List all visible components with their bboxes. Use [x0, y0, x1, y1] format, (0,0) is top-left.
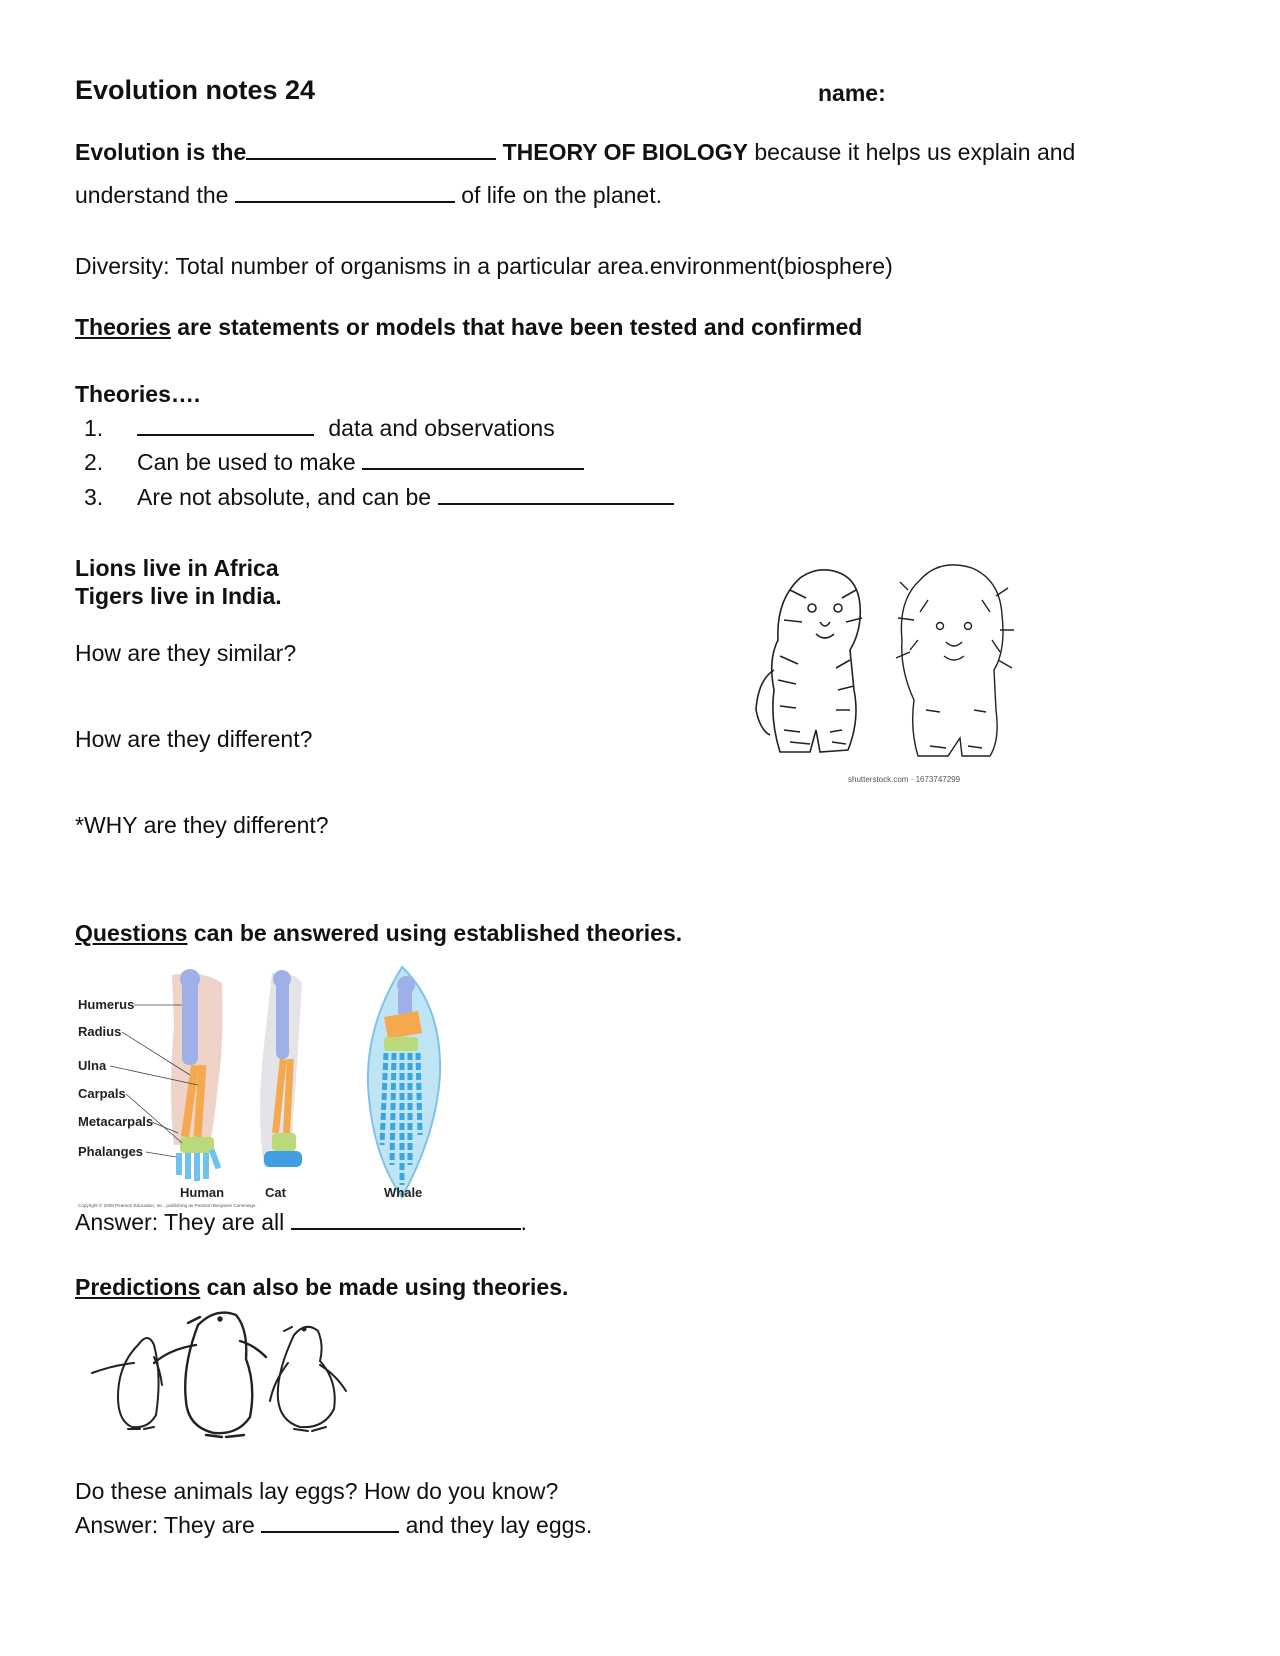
- theory-of-biology: THEORY OF BIOLOGY: [502, 139, 748, 165]
- penguin-left-drawing: [92, 1338, 162, 1429]
- similar-question: How are they similar?: [75, 640, 297, 666]
- list-item-text: Can be used to make: [137, 449, 356, 475]
- blank-field[interactable]: [438, 483, 674, 505]
- label-radius: Radius: [78, 1024, 122, 1039]
- penguins-illustration: [88, 1305, 358, 1445]
- caption-cat: Cat: [265, 1185, 286, 1200]
- predictions-term: Predictions: [75, 1274, 201, 1300]
- theories-term: Theories: [75, 314, 171, 340]
- list-item-text: Are not absolute, and can be: [137, 484, 432, 510]
- list-item: [137, 482, 674, 512]
- blank-field[interactable]: [137, 414, 314, 436]
- whale-flipper-drawing: [368, 967, 440, 1197]
- intro-line-1: [75, 137, 1075, 167]
- caption-human: Human: [180, 1185, 225, 1200]
- tiger-drawing: [756, 570, 862, 752]
- label-metacarpals: Metacarpals: [78, 1114, 154, 1129]
- penguin-right-drawing: [270, 1327, 346, 1431]
- tigers-line: Tigers live in India.: [75, 583, 282, 609]
- answer-2-tail: and they lay eggs.: [405, 1512, 593, 1538]
- theories-definition-text: are statements or models that have been tested and confirmed: [170, 314, 863, 340]
- blank-field[interactable]: [261, 1511, 399, 1533]
- answer-1-text: Answer: They are all: [75, 1209, 285, 1235]
- blank-field[interactable]: [246, 138, 496, 160]
- theories-heading: Theories….: [75, 381, 201, 407]
- intro-line-2: [75, 180, 662, 210]
- name-label: name:: [818, 80, 886, 106]
- lion-drawing: [896, 565, 1014, 756]
- homologous-limbs-figure: [72, 965, 472, 1210]
- human-arm-drawing: [171, 969, 223, 1181]
- questions-heading-text: can be answered using established theories.: [187, 920, 683, 946]
- questions-term: Questions: [75, 920, 188, 946]
- theories-definition: [75, 312, 862, 342]
- questions-heading: [75, 918, 682, 948]
- list-item: [137, 413, 555, 443]
- image-credit: shutterstock.com · 1673747299: [848, 775, 961, 784]
- different-question: How are they different?: [75, 726, 313, 752]
- diversity-definition: Diversity: Total number of organisms in a particular area.environment(biosphere): [75, 253, 893, 279]
- cat-leg-drawing: [260, 970, 302, 1167]
- blank-field[interactable]: [291, 1208, 521, 1230]
- answer-2-lead: Answer: They are: [75, 1512, 255, 1538]
- list-item: [137, 447, 584, 477]
- why-question: *WHY are they different?: [75, 812, 329, 838]
- answer-1-period: .: [520, 1209, 528, 1235]
- label-phalanges: Phalanges: [78, 1144, 144, 1159]
- penguin-middle-drawing: [154, 1313, 266, 1437]
- list-number: 3.: [84, 484, 104, 510]
- label-humerus: Humerus: [78, 997, 135, 1012]
- answer-line-2: [75, 1510, 592, 1540]
- list-number: 2.: [84, 449, 104, 475]
- blank-field[interactable]: [235, 181, 455, 203]
- page-title: Evolution notes 24: [75, 75, 316, 105]
- blank-field[interactable]: [362, 448, 584, 470]
- label-ulna: Ulna: [78, 1058, 107, 1073]
- figure-copyright: Copyright © 2008 Pearson Education, Inc., publishing as Pearson Benjamin Cummings.: [78, 1203, 257, 1208]
- intro-lead: Evolution is the: [75, 139, 247, 165]
- intro-line-2-tail: of life on the planet.: [461, 182, 662, 208]
- list-number: 1.: [84, 415, 104, 441]
- predictions-heading: [75, 1272, 568, 1302]
- lions-line: Lions live in Africa: [75, 555, 279, 581]
- label-carpals: Carpals: [78, 1086, 126, 1101]
- intro-tail: because it helps us explain and: [754, 139, 1076, 165]
- caption-whale: Whale: [384, 1185, 423, 1200]
- eggs-question: Do these animals lay eggs? How do you know?: [75, 1478, 559, 1504]
- tiger-lion-illustration: [750, 560, 1030, 785]
- answer-line-1: [75, 1207, 527, 1237]
- predictions-heading-text: can also be made using theories.: [200, 1274, 569, 1300]
- intro-line-2-lead: understand the: [75, 182, 229, 208]
- list-item-text: data and observations: [328, 415, 555, 441]
